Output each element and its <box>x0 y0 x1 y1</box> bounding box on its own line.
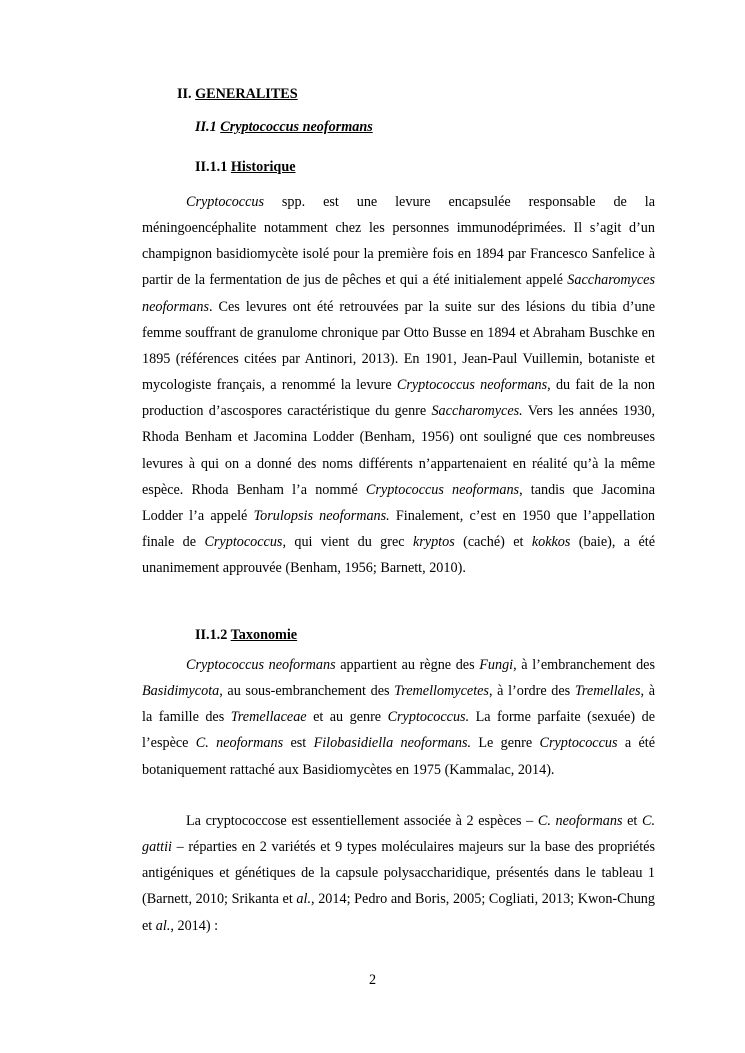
subsection-heading <box>195 119 373 136</box>
italic-text-run: Saccharomyces. <box>431 403 523 420</box>
text-run: (baie), a été unanimement approuvée (Benham, 1956; Barnett, 2010). <box>142 534 655 577</box>
text-run: 2014) : <box>173 917 219 934</box>
italic-text-run: Fungi <box>479 657 514 673</box>
text-run: , à l’ordre des <box>488 683 575 700</box>
italic-text-run: Cryptococcus neoformans <box>396 377 548 394</box>
text-run: spp. est une levure encapsulée responsable de la méningoencéphalite notamment chez les personnes immunodéprimées. Il s’agit d’un champignon basidiomycète isolé pour la première fois en 1894 par Francesco Sanfelice à partir de la fermentation de jus de pêches et qui a été initialement appelé <box>142 194 655 289</box>
subsection-number: II.1 <box>195 119 217 135</box>
text-run: , tandis que Jacomina Lodder l’a appelé <box>142 481 655 524</box>
taxonomie-paragraph-2 <box>142 808 655 939</box>
historique-heading <box>195 159 296 176</box>
italic-text-run: Torulopsis neoformans. <box>253 507 390 524</box>
historique-paragraph <box>142 189 655 581</box>
italic-text-run: Filobasidiella neoformans. <box>313 735 472 752</box>
text-run: , à l’embranchement des <box>513 657 655 673</box>
text-run: Le genre <box>471 735 540 752</box>
italic-text-run: Cryptococcus <box>186 194 265 210</box>
text-run: et <box>622 813 642 829</box>
section-title: GENERALITES <box>195 86 298 102</box>
historique-title: Historique <box>230 159 296 175</box>
italic-text-run: al., <box>296 891 315 908</box>
italic-text-run: Tremellales <box>574 683 641 700</box>
italic-text-run: Saccharomyces neoformans <box>142 272 655 315</box>
text-run: – réparties en 2 variétés et 9 types moléculaires majeurs sur la base des propriétés antigéniques et génétiques de la capsule polysaccharidique, présentés dans le tableau 1 (Barnett, 2010; Srikanta et <box>142 839 655 908</box>
italic-text-run: Tremellomycetes <box>394 683 489 700</box>
text-run: Vers les années 1930, Rhoda Benham et Jacomina Lodder (Benham, 1956) ont souligné que ces nombreuses levures à qui on a donné des noms différents n’appartenaient en réalité qu’à la même espèce. Rhoda Benham l’a nommé <box>142 403 655 498</box>
subsection-title: Cryptococcus neoformans <box>220 119 373 135</box>
text-run: est <box>283 735 314 752</box>
historique-number: II.1.1 <box>195 159 228 175</box>
text-run: (caché) et <box>454 534 532 551</box>
text-run: a été botaniquement rattaché aux Basidiomycètes en 1975 (Kammalac, 2014). <box>142 735 655 778</box>
section-heading <box>177 86 298 103</box>
text-run: , du fait de la non production d’ascospores caractéristique du genre <box>142 377 655 420</box>
italic-text-run: Cryptococcus. <box>387 709 470 726</box>
text-run: . Ces levures ont été retrouvées par la suite sur des lésions du tibia d’une femme souffrant de granulome chronique par Otto Busse en 1894 et Abraham Buschke en 1895 (références citées par Antinori, 2013). En 1901, Jean-Paul Vuillemin, botaniste et mycologiste français, a renommé la levure <box>142 298 655 394</box>
text-run: appartient au règne des <box>335 657 480 673</box>
section-number: II. <box>177 86 192 102</box>
text-run: qui vient du grec <box>286 534 413 551</box>
page-number: 2 <box>368 972 377 988</box>
italic-text-run: al., <box>155 917 174 934</box>
text-run: , au sous-embranchement des <box>219 683 395 700</box>
italic-text-run: Cryptococcus neoformans <box>186 657 336 673</box>
italic-text-run: C. gattii <box>142 813 655 856</box>
text-run: La cryptococcose est essentiellement associée à 2 espèces – <box>186 813 538 829</box>
taxonomie-paragraph-1 <box>142 652 655 783</box>
taxonomie-heading <box>195 627 297 644</box>
italic-text-run: Cryptococcus <box>539 735 618 752</box>
italic-text-run: kryptos <box>412 534 455 551</box>
italic-text-run: C. neoformans <box>195 735 284 752</box>
text-run: , à la famille des <box>142 683 655 726</box>
text-run: Finalement, c’est en 1950 que l’appellation finale de <box>142 507 656 551</box>
italic-text-run: Cryptococcus, <box>204 534 286 551</box>
italic-text-run: Cryptococcus neoformans <box>365 481 520 498</box>
text-run: 2014; Pedro and Boris, 2005; Cogliati, 2013; Kwon-Chung et <box>142 891 655 934</box>
text-run: La forme parfaite (sexuée) de l’espèce <box>142 709 655 752</box>
italic-text-run: Basidimycota <box>142 683 220 700</box>
italic-text-run: Tremellaceae <box>230 709 307 726</box>
italic-text-run: kokkos <box>531 534 571 551</box>
taxonomie-number: II.1.2 <box>195 627 228 643</box>
text-run: et au genre <box>306 709 388 726</box>
italic-text-run: C. neoformans <box>537 813 623 829</box>
taxonomie-title: Taxonomie <box>230 627 298 643</box>
